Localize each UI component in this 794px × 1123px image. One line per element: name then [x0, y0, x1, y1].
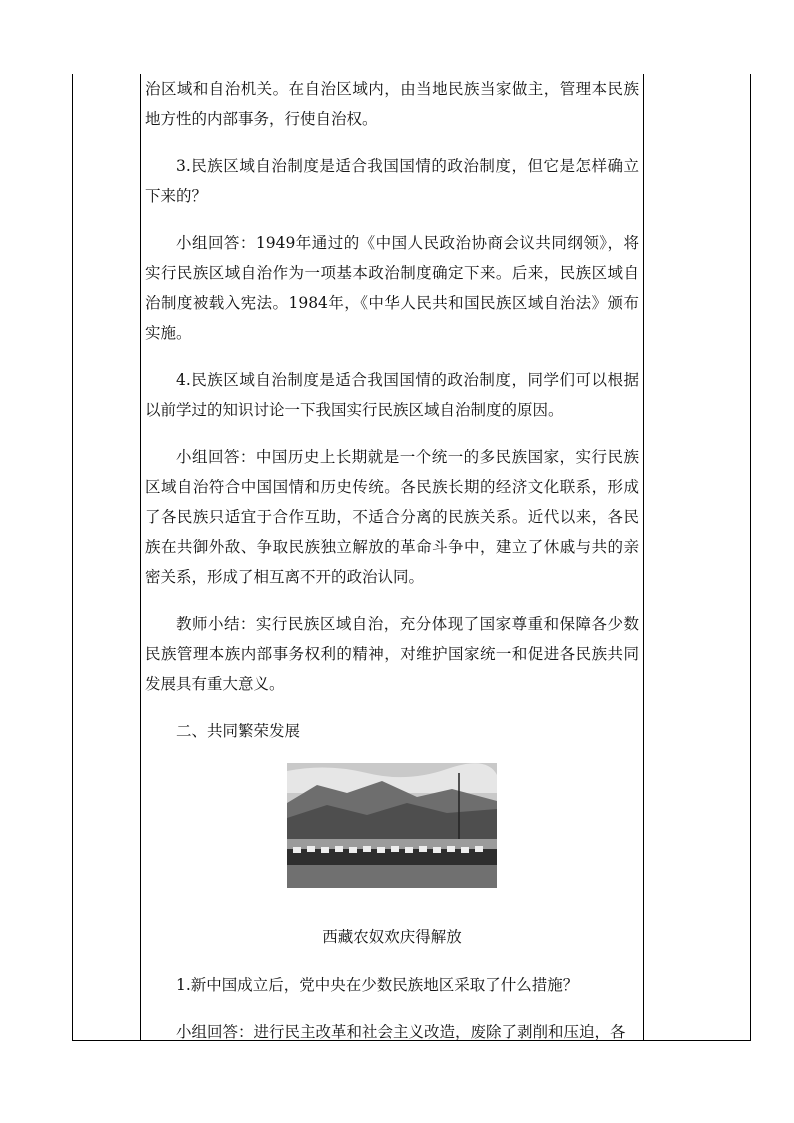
group-answer-3: 小组回答：1949年通过的《中国人民政治协商会议共同纲领》，将实行民族区域自治作为一项基本政治制度确定下来。后来，民族区域自治制度被载入宪法。1984年，《中华人民共和国民族区域自治法》颁布实施。	[145, 234, 639, 342]
question-3: 3.民族区域自治制度是适合我国国情的政治制度，但它是怎样确立下来的？	[145, 157, 639, 205]
figure	[145, 763, 639, 898]
table-column-divider-left	[140, 74, 141, 1040]
group-answer-new-china: 小组回答：进行民主改革和社会主义改造，废除了剥削和压迫，各	[176, 1023, 626, 1041]
teacher-summary: 教师小结：实行民族区域自治，充分体现了国家尊重和保障各少数民族管理本族内部事务权利的精神，对维护国家统一和促进各民族共同发展具有重大意义。	[145, 615, 639, 693]
section-heading-2: 二、共同繁荣发展	[176, 722, 301, 740]
question-4: 4.民族区域自治制度是适合我国国情的政治制度，同学们可以根据以前学过的知识讨论一下我国实行民族区域自治制度的原因。	[145, 371, 639, 419]
tibet-celebration-photo	[287, 763, 497, 888]
question-new-china: 1.新中国成立后，党中央在少数民族地区采取了什么措施？	[176, 976, 579, 994]
group-answer-4: 小组回答：中国历史上长期就是一个统一的多民族国家，实行民族区域自治符合中国国情和历史传统。各民族长期的经济文化联系，形成了各民族只适宜于合作互助，不适合分离的民族关系。近代以来，各民族在共御外敌、争取民族独立解放的革命斗争中，建立了休戚与共的亲密关系，形成了相互离不开的政治认同。	[145, 448, 639, 586]
table-column-divider-right	[643, 74, 644, 1040]
paragraph-continuation: 治区域和自治机关。在自治区域内，由当地民族当家做主，管理本民族地方性的内部事务，行使自治权。	[145, 80, 639, 128]
figure-caption: 西藏农奴欢庆得解放	[322, 928, 462, 946]
lesson-content	[145, 74, 639, 1064]
